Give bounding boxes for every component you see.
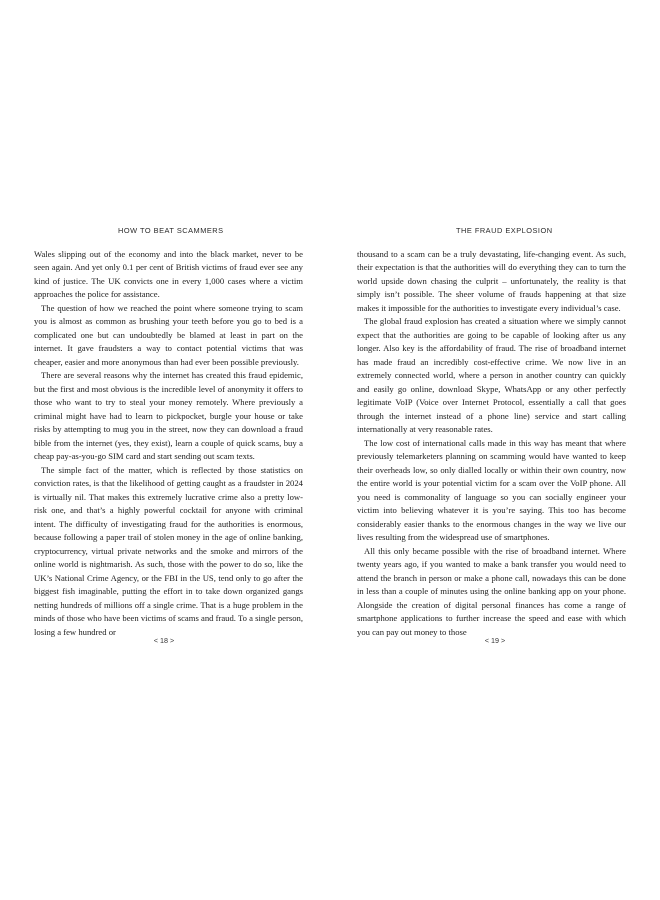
paragraph: Wales slipping out of the economy and into the black market, never to be seen again. And yet only 0.1 per cent of British victims of fraud ever see any kind of justice. The UK convicts one in every 1,000 cases where a victim approaches the police for assistance. (34, 249, 303, 300)
body-text-left (34, 248, 303, 639)
right-page (330, 0, 660, 900)
paragraph: thousand to a scam can be a truly devastating, life-changing event. As such, their expectation is that the authorities will do everything they can to turn the world upside down chasing the culprit – unfortunately, the reality is that simply isn’t possible. The sheer volume of frauds happening at that size makes it impossible for the authorities to investigate every individual’s case. (357, 249, 626, 313)
paragraph: The low cost of international calls made in this way has meant that where previously telemarketers planning on scamming would have wanted to keep their overheads low, so only dialled locally or within their own country, now the entire world is your potential victim for a scam over the VoIP phone. All you need is commonality of language so you can socially engineer your victim into believing whatever it is you’re saying. This too has become considerably easier thanks to the enormous changes in the way we live our lives resulting from the widespread use of smartphones. (357, 437, 626, 543)
paragraph: There are several reasons why the internet has created this fraud epidemic, but the first and most obvious is the incredible level of anonymity it offers to those who want to try to steal your money remotely. Where previously a criminal might have had to learn to pickpocket, burgle your house or take risks by attempting to mug you in the street, now they can download a fraud bible from the internet (yes, they exist), learn a couple of quick scams, buy a cheap pay-as-you-go SIM card and start sending out scam texts. (34, 370, 303, 462)
running-head-right: THE FRAUD EXPLOSION (456, 226, 553, 235)
paragraph: The global fraud explosion has created a situation where we simply cannot expect that the authorities are going to be capable of looking after us any longer. Also key is the affordability of fraud. The rise of broadband internet has made fraud an incredibly cost-effective crime. We now live in an extremely connected world, where a person in another country can quickly and easily go online, download Skype, WhatsApp or any other perfectly legitimate VoIP (Voice over Internet Protocol, essentially a call that goes through the internet instead of a phone line) service and start calling internationally at very reasonable rates. (357, 316, 626, 435)
paragraph: The simple fact of the matter, which is reflected by those statistics on conviction rates, is that the likelihood of getting caught as a fraudster in 2024 is virtually nil. That makes this extremely lucrative crime also a pretty low-risk one, and that’s a highly powerful cocktail for anyone with criminal intent. The difficulty of investigating fraud for the authorities is enormous, because following a paper trail of stolen money in the age of online banking, cryptocurrency, virtual private networks and the smoke and mirrors of the online world is nightmarish. As such, those with the power to do so, like the UK’s National Crime Agency, or the FBI in the US, tend only to go after the biggest fish imaginable, putting the effort in to take down organized gangs netting hundreds of millions off a single crime. That is a huge problem in the minds of those who have been victims of scams and fraud. To a single person, losing a few hundred or (34, 464, 303, 637)
paragraph: All this only became possible with the rise of broadband internet. Where twenty years ago, if you wanted to make a bank transfer you would need to attend the branch in person or make a phone call, nowadays this can be done in less than a couple of minutes using the online banking app on your phone. Alongside the creation of digital personal finances has come a range of smartphone applications to further increase the speed and ease with which you can pay out money to those (357, 545, 626, 637)
paragraph: The question of how we reached the point where someone trying to scam you is almost as common as brushing your teeth before you go to bed is a complicated one but can undoubtedly be blamed at least in part on the internet. It gave fraudsters a way to contact potential victims that was cheaper, easier and more anonymous than had ever been possible previously. (34, 302, 303, 367)
page-number-right: < 19 > (484, 636, 506, 645)
body-text-right (357, 248, 626, 639)
running-head-left: HOW TO BEAT SCAMMERS (118, 226, 224, 235)
page-number-left: < 18 > (153, 636, 175, 645)
